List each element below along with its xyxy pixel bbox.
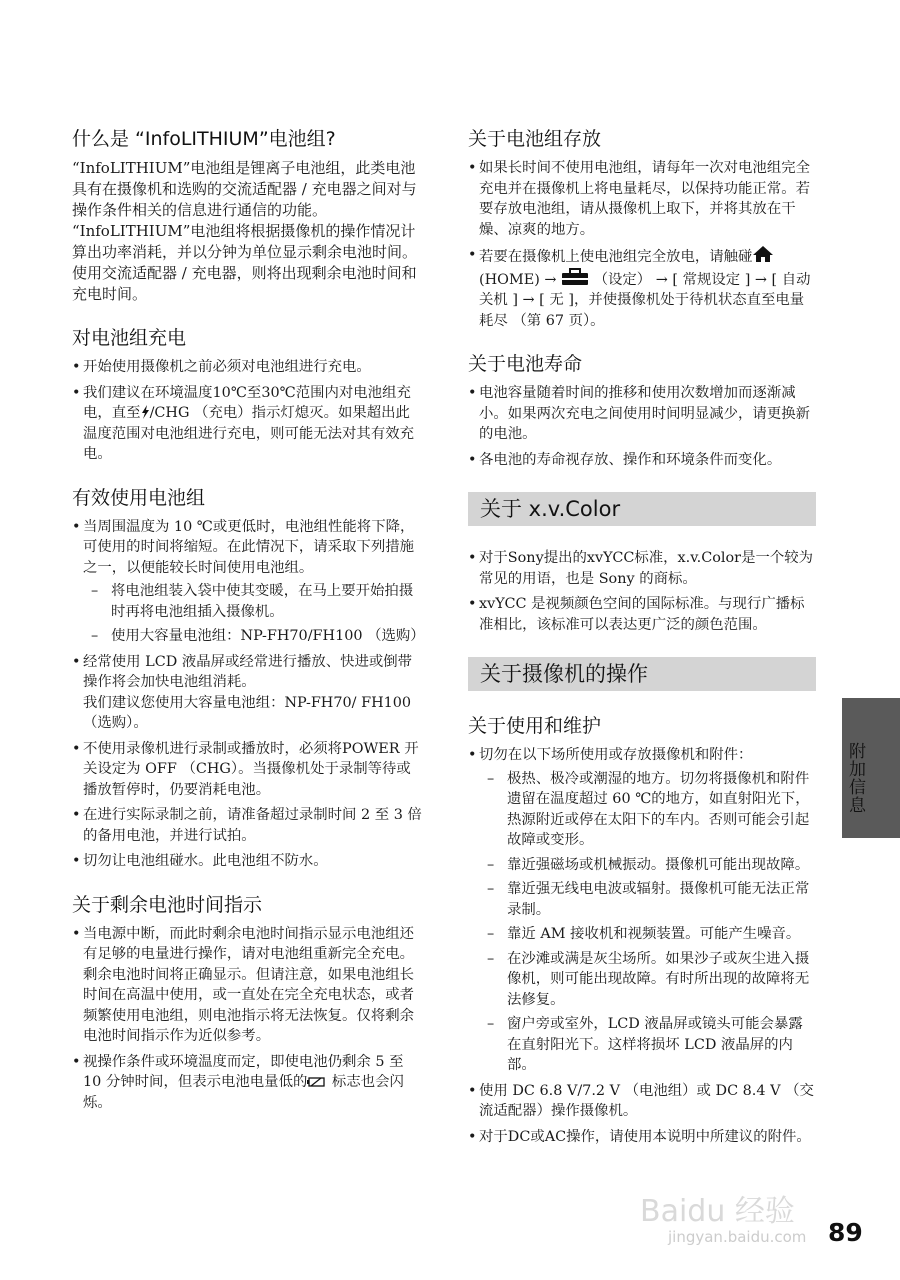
section-charging	[72, 325, 422, 465]
section-title: 对电池组充电	[72, 327, 187, 349]
section-use-maintenance	[468, 713, 816, 1147]
dash-item: – 使用大容量电池组：NP-FH70/FH100 （选购）	[83, 626, 422, 647]
paragraph: “InfoLITHIUM”电池组是锂离子电池组，此类电池具有在摄像机和选购的交流适配器 / 充电器之间对与操作条件相关的信息进行通信的功能。	[72, 159, 417, 219]
bullet-item: • 在进行实际录制之前，请准备超过录制时间 2 至 3 倍的备用电池，并进行试拍。	[72, 805, 422, 846]
bullet-item: • xvYCC 是视频颜色空间的国际标准。与现行广播标准相比，该标准可以表达更广泛的颜色范围。	[468, 594, 816, 635]
home-icon	[752, 245, 774, 263]
section-title: 什么是 “InfoLITHIUM”电池组?	[72, 128, 336, 150]
bullet-item: • 当电源中断，而此时剩余电池时间指示显示电池组还有足够的电量进行操作，请对电池组重新完全充电。剩余电池时间将正确显示。但请注意，如果电池组长时间在高温中使用，或一直处在完全充电状态，或者频繁使用电池组，则电池指示将无法恢复。仅将剩余电池时间指示作为近似参考。	[72, 924, 422, 1047]
bullet-item: • 经常使用 LCD 液晶屏或经常进行播放、快进或倒带操作将会加快电池组消耗。 我们建议您使用大容量电池组：NP-FH70/ FH100 （选购）。	[72, 652, 422, 734]
dash-item: – 靠近强磁场或机械振动。摄像机可能出现故障。	[479, 855, 816, 876]
dash-item: – 在沙滩或满是灰尘场所。如果沙子或灰尘进入摄像机，则可能出现故障。有时所出现的故障将无法修复。	[479, 949, 816, 1011]
side-tab-label: 附加信息	[845, 742, 865, 814]
left-column	[72, 126, 425, 1118]
dash-item: – 窗户旁或室外，LCD 液晶屏或镜头可能会暴露在直射阳光下。这样将损坏 LCD 液晶屏的内部。	[479, 1014, 816, 1076]
dash-item: – 将电池组装入袋中使其变暖，在马上要开始拍摄时再将电池组插入摄像机。	[83, 581, 422, 622]
bullet-item: • 如果长时间不使用电池组，请每年一次对电池组完全充电并在摄像机上将电量耗尽，以保持功能正常。若要存放电池组，请从摄像机上取下，并将其放在干燥、凉爽的地方。	[468, 158, 816, 240]
toolbox-settings-icon	[561, 268, 589, 286]
bullet-item: • 当周围温度为 10 ℃或更低时，电池组性能将下降，可使用的时间将缩短。在此情况下，请采取下列措施之一，以便能较长时间使用电池组。 – 将电池组装入袋中使其变暖，在马上要开始拍摄时再将电池组插入摄像机。 – 使用大容量电池组：NP-FH70/FH100 （选购）	[72, 517, 422, 647]
section-storage	[468, 126, 816, 331]
bullet-item: • 不使用录像机进行录制或播放时，必须将POWER 开关设定为 OFF （CHG）。当摄像机处于录制等待或播放暂停时，仍要消耗电池。	[72, 739, 422, 801]
bullet-item: • 各电池的寿命视存放、操作和环境条件而变化。	[468, 450, 816, 471]
section-remaining-time	[72, 892, 422, 1114]
bullet-item: • 电池容量随着时间的推移和使用次数增加而逐渐减小。如果两次充电之间使用时间明显减少，请更换新的电池。	[468, 383, 816, 445]
section-bar-camera-operation: 关于摄像机的操作	[468, 657, 816, 691]
dash-item: – 靠近 AM 接收机和视频装置。可能产生噪音。	[479, 924, 816, 945]
xvcolor-list	[468, 548, 816, 635]
paragraph: “InfoLITHIUM”电池组将根据摄像机的操作情况计算出功率消耗，并以分钟为单位显示剩余电池时间。	[72, 222, 418, 261]
bullet-item: • 视操作条件或环境温度而定，即使电池仍剩余 5 至 10 分钟时间，但表示电池电量低的 标志也会闪烁。	[72, 1052, 422, 1114]
section-title: 关于使用和维护	[468, 715, 602, 737]
dash-item: – 靠近强无线电电波或辐射。摄像机可能无法正常录制。	[479, 879, 816, 920]
watermark-logo: Baidu 经验	[640, 1194, 795, 1229]
bullet-item: • 对于DC或AC操作，请使用本说明中所建议的附件。	[468, 1127, 816, 1148]
section-infolithium	[72, 126, 422, 305]
section-title: 关于电池组存放	[468, 128, 602, 150]
bullet-item: • 对于Sony提出的xvYCC标准，x.v.Color是一个较为常见的用语，也是 Sony 的商标。	[468, 548, 816, 589]
bullet-item: • 切勿让电池组碰水。此电池组不防水。	[72, 851, 422, 872]
bullet-item: • 若要在摄像机上使电池组完全放电，请触碰 (HOME) → （设定） → [ 常规设定 ] → [ 自动关机 ] → [ 无 ]，并使摄像机处于待机状态直至电量耗尽 （第 67 页）。	[468, 245, 816, 331]
dash-item: – 极热、极冷或潮湿的地方。切勿将摄像机和附件遗留在温度超过 60 ℃的地方，如直射阳光下，热源附近或停在太阳下的车内。否则可能会引起故障或变形。	[479, 769, 816, 851]
bullet-item: • 开始使用摄像机之前必须对电池组进行充电。	[72, 357, 422, 378]
section-bar-xvcolor: 关于 x.v.Color	[468, 492, 816, 526]
low-battery-icon	[307, 1076, 327, 1088]
section-title: 有效使用电池组	[72, 486, 206, 509]
right-column	[468, 126, 816, 1152]
bullet-item: • 我们建议在环境温度10℃至30℃范围内对电池组充电，直至 /CHG （充电）指示灯熄灭。如果超出此温度范围对电池组进行充电，则可能无法对其有效充电。	[72, 383, 422, 465]
watermark-url: jingyan.baidu.com	[668, 1228, 807, 1246]
bullet-item: • 切勿在以下场所使用或存放摄像机和附件： – 极热、极冷或潮湿的地方。切勿将摄像机和附件遗留在温度超过 60 ℃的地方，如直射阳光下，热源附近或停在太阳下的车内。否则可能会引起故障或变形。 – 靠近强磁场或机械振动。摄像机可能出现故障。 – 靠近强无线电电波或辐射。摄像机可能无法正常录制。 – 靠近 AM 接收机和视频装置。可能产生噪音。 – 在沙滩或满是灰尘场所。如果沙子或灰尘进入摄像机，则可能出现故障。有时所出现的故障将无法修复。 – 窗户旁或室外，LCD 液晶屏或镜头可能会暴露在直射阳光下。这样将损坏 LCD 液晶屏的内部。	[468, 745, 816, 1076]
section-title: 关于电池寿命	[468, 353, 583, 375]
section-effective-use	[72, 485, 425, 872]
bullet-item: • 使用 DC 6.8 V/7.2 V （电池组）或 DC 8.4 V （交流适配器）操作摄像机。	[468, 1081, 816, 1122]
paragraph: 使用交流适配器 / 充电器，则将出现剩余电池时间和充电时间。	[72, 264, 417, 303]
page-number: 89	[828, 1218, 863, 1247]
section-title: 关于剩余电池时间指示	[72, 893, 263, 916]
charge-lightning-icon	[141, 405, 150, 419]
section-battery-life	[468, 351, 816, 470]
